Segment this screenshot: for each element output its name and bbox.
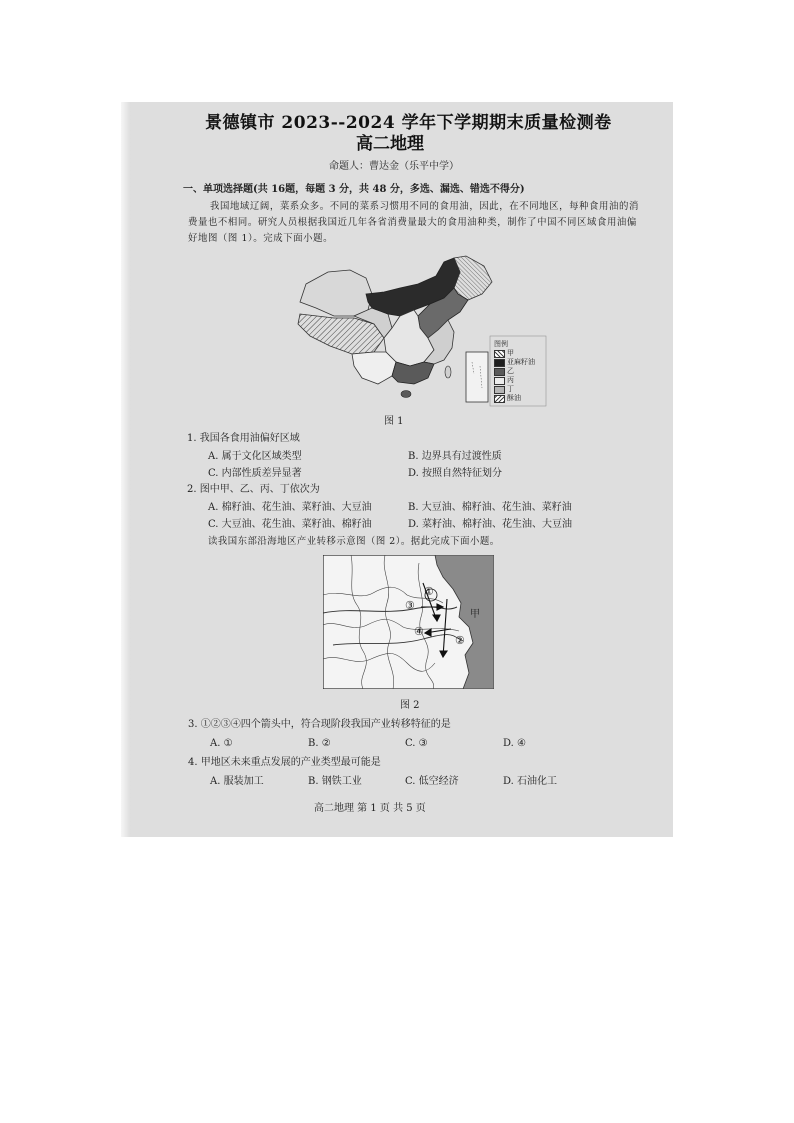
arrow-label-3: ③ (405, 599, 415, 612)
legend-swatch (494, 350, 505, 358)
legend-item-ghee (494, 395, 554, 402)
question-2-option-d[interactable]: D. 菜籽油、棉籽油、花生油、大豆油 (408, 519, 573, 530)
south-china-sea-inset (466, 352, 488, 402)
legend-item-flaxseed (494, 359, 554, 366)
section-heading: 一、单项选择题(共 16题，每题 3 分，共 48 分，多选、漏选、错选不得分) (183, 184, 525, 195)
figure-2-caption: 图 2 (400, 700, 420, 711)
question-1-option-d[interactable]: D. 按照自然特征划分 (408, 468, 503, 479)
region-southwest (352, 352, 396, 384)
question-4-option-d[interactable]: D. 石油化工 (503, 776, 558, 787)
legend-item-ding (494, 386, 554, 393)
region-south (392, 362, 434, 384)
region-taiwan (445, 366, 451, 378)
arrow-label-2: ② (455, 634, 465, 647)
exam-title: 景德镇市 2023--2024 学年下学期期末质量检测卷 (205, 113, 612, 133)
question-4-option-a[interactable]: A. 服装加工 (210, 776, 264, 787)
question-2-option-b[interactable]: B. 大豆油、棉籽油、花生油、菜籽油 (408, 502, 572, 513)
legend-swatch (494, 359, 505, 367)
question-4-stem: 4. 甲地区未来重点发展的产业类型最可能是 (188, 757, 381, 768)
arrow-label-1: ① (424, 585, 434, 598)
legend-label: 丁 (507, 385, 514, 393)
legend-title: 图例 (494, 340, 508, 348)
region-hainan (401, 391, 411, 398)
question-1-option-b[interactable]: B. 边界具有过渡性质 (408, 451, 502, 462)
passage-2: 读我国东部沿海地区产业转移示意图（图 2）。据此完成下面小题。 (208, 536, 500, 547)
question-1-stem: 1. 我国各食用油偏好区域 (187, 433, 300, 444)
figure-1-caption: 图 1 (384, 416, 404, 427)
legend-swatch (494, 368, 505, 376)
legend-label: 乙 (507, 367, 514, 375)
legend-item-bing (494, 377, 554, 384)
question-1-option-c[interactable]: C. 内部性质差异显著 (208, 468, 302, 479)
legend-swatch (494, 395, 505, 403)
paper-edge (121, 102, 131, 837)
arrow-label-4: ④ (414, 625, 424, 638)
question-1-option-a[interactable]: A. 属于文化区域类型 (208, 451, 302, 462)
question-2-stem: 2. 图中甲、乙、丙、丁依次为 (187, 484, 320, 495)
exam-subtitle: 高二地理 (356, 134, 424, 154)
region-northeast (454, 256, 492, 300)
question-4-option-b[interactable]: B. 钢铁工业 (308, 776, 362, 787)
industry-transfer-map (323, 555, 494, 689)
question-3-option-c[interactable]: C. ③ (405, 738, 428, 749)
author-line: 命题人：曹达金（乐平中学） (329, 161, 459, 172)
region-xinjiang (300, 270, 372, 316)
question-4-option-c[interactable]: C. 低空经济 (405, 776, 459, 787)
question-3-option-d[interactable]: D. ④ (503, 738, 526, 749)
question-2-option-a[interactable]: A. 棉籽油、花生油、菜籽油、大豆油 (208, 502, 372, 513)
legend-label: 亚麻籽油 (507, 358, 535, 366)
question-3-option-b[interactable]: B. ② (308, 738, 331, 749)
legend-swatch (494, 386, 505, 394)
legend-item-yi (494, 368, 554, 375)
question-2-option-c[interactable]: C. 大豆油、花生油、菜籽油、棉籽油 (208, 519, 372, 530)
legend-label: 酥油 (507, 394, 521, 402)
question-3-option-a[interactable]: A. ① (210, 738, 233, 749)
page-footer: 高二地理 第 1 页 共 5 页 (314, 803, 426, 814)
legend-label: 丙 (507, 376, 514, 384)
legend-item-jia (494, 350, 554, 357)
legend-swatch (494, 377, 505, 385)
question-3-stem: 3. ①②③④四个箭头中，符合现阶段我国产业转移特征的是 (188, 719, 451, 730)
jia-region-label: 甲 (470, 609, 480, 620)
legend-label: 甲 (507, 349, 514, 357)
passage-1: 我国地域辽阔，菜系众多。不同的菜系习惯用不同的食用油，因此，在不同地区，每种食用油的消费量也不相同。研究人员根据我国近几年各省消费量最大的食用油种类，制作了中国不同区域食用油偏好地图（图 1）。完成下面小题。 (188, 201, 639, 244)
